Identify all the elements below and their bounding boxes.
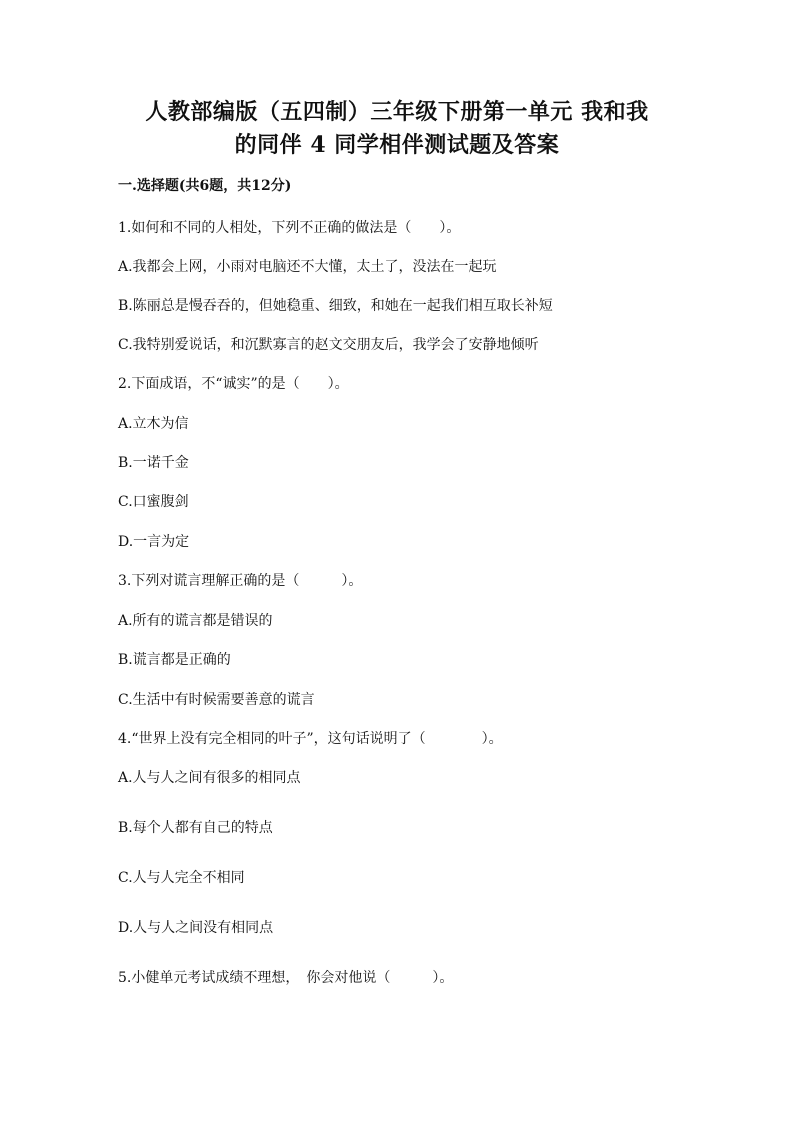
question-2-option-b: B.一诺千金 (118, 455, 189, 471)
question-5-stem: 5.小健单元考试成绩不理想， 你会对他说（ ）。 (118, 970, 454, 986)
question-4-option-a: A.人与人之间有很多的相同点 (118, 770, 301, 786)
question-1-option-b: B.陈丽总是慢吞吞的，但她稳重、细致，和她在一起我们相互取长补短 (118, 298, 553, 314)
question-2-option-d: D.一言为定 (118, 534, 190, 550)
question-3-option-c: C.生活中有时候需要善意的谎言 (118, 692, 315, 708)
question-4-stem: 4.“世界上没有完全相同的叶子”，这句话说明了（ ）。 (118, 731, 503, 747)
question-1-option-a: A.我都会上网，小雨对电脑还不大懂，太土了，没法在一起玩 (118, 259, 497, 275)
document-title-line-2: 的同伴 4 同学相伴测试题及答案 (234, 132, 560, 158)
question-3-stem: 3.下列对谎言理解正确的是（ ）。 (118, 573, 363, 589)
question-4-option-c: C.人与人完全不相同 (118, 870, 245, 886)
question-2-option-c: C.口蜜腹剑 (118, 494, 189, 510)
question-2-option-a: A.立木为信 (118, 416, 189, 432)
question-4-option-b: B.每个人都有自己的特点 (118, 820, 273, 836)
question-1-option-c: C.我特别爱说话，和沉默寡言的赵文交朋友后，我学会了安静地倾听 (118, 337, 539, 353)
question-3-option-a: A.所有的谎言都是错误的 (118, 613, 273, 629)
section-heading: 一.选择题(共6题，共12分) (118, 178, 292, 194)
question-2-stem: 2.下面成语，不“诚实”的是（ ）。 (118, 376, 349, 392)
question-4-option-d: D.人与人之间没有相同点 (118, 920, 274, 936)
document-title-line-1: 人教部编版（五四制）三年级下册第一单元 我和我 (145, 99, 649, 125)
question-1-stem: 1.如何和不同的人相处，下列不正确的做法是（ ）。 (118, 220, 461, 236)
question-3-option-b: B.谎言都是正确的 (118, 652, 231, 668)
